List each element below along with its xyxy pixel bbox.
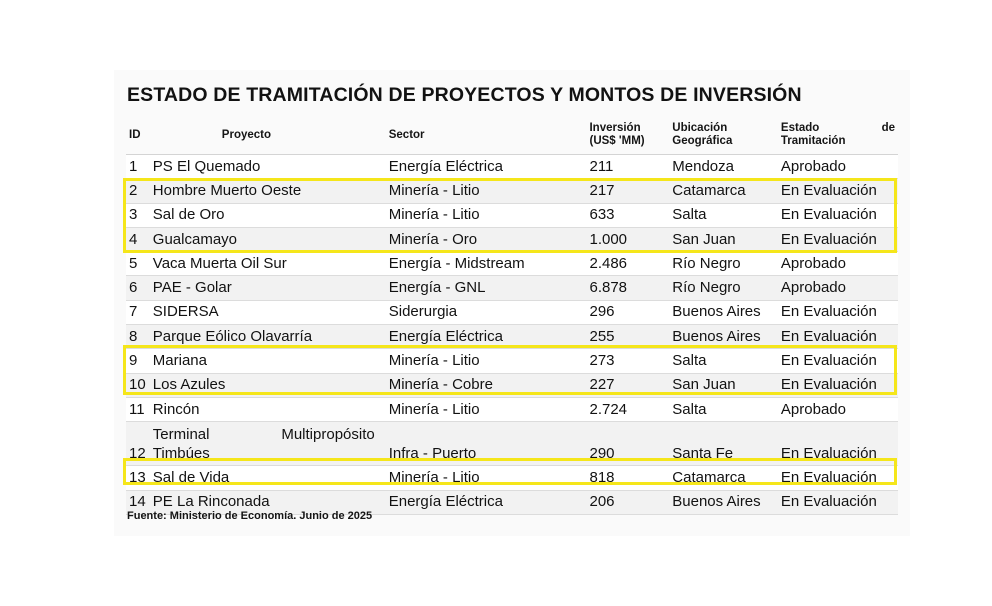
- cell-id: 13: [126, 466, 150, 490]
- cell-inversion: 206: [586, 490, 669, 514]
- cell-id: 14: [126, 490, 150, 514]
- cell-inversion: 6.878: [586, 276, 669, 300]
- cell-inversion: 1.000: [586, 227, 669, 251]
- cell-ubicacion: Buenos Aires: [669, 490, 778, 514]
- cell-proyecto-line1a: Terminal: [152, 426, 210, 444]
- table-row: [126, 373, 898, 397]
- cell-estado: En Evaluación: [778, 203, 898, 227]
- cell-ubicacion: Salta: [669, 397, 778, 421]
- cell-sector: Minería - Litio: [386, 349, 587, 373]
- cell-id: 9: [126, 349, 150, 373]
- cell-id: 8: [126, 325, 150, 349]
- table-row: [126, 422, 898, 466]
- header-ubicacion-line2: Geográfica: [672, 135, 733, 147]
- header-id: ID: [126, 116, 150, 155]
- cell-sector: Energía Eléctrica: [386, 155, 587, 179]
- cell-inversion: 2.486: [586, 252, 669, 276]
- header-ubicacion: [669, 116, 778, 155]
- header-ubicacion-line1: Ubicación: [672, 122, 728, 134]
- table-row: [126, 227, 898, 251]
- cell-id: 4: [126, 227, 150, 251]
- cell-proyecto: Hombre Muerto Oeste: [150, 179, 386, 203]
- cell-sector: Energía Eléctrica: [386, 490, 587, 514]
- cell-sector: Minería - Litio: [386, 466, 587, 490]
- cell-id: 10: [126, 373, 150, 397]
- cell-proyecto: Gualcamayo: [150, 227, 386, 251]
- cell-ubicacion: Salta: [669, 349, 778, 373]
- cell-proyecto-line1b: Multipropósito: [281, 426, 375, 444]
- cell-estado: Aprobado: [778, 155, 898, 179]
- cell-inversion: 255: [586, 325, 669, 349]
- cell-estado: En Evaluación: [778, 325, 898, 349]
- cell-proyecto-line2: Timbúes: [152, 445, 210, 463]
- cell-proyecto: Parque Eólico Olavarría: [150, 325, 386, 349]
- cell-sector: Energía Eléctrica: [386, 325, 587, 349]
- cell-proyecto: [150, 422, 386, 466]
- cell-estado: En Evaluación: [778, 179, 898, 203]
- cell-ubicacion: Santa Fe: [669, 422, 778, 466]
- table-row: [126, 179, 898, 203]
- header-estado-line2: Tramitación: [780, 135, 846, 147]
- table-row: [126, 300, 898, 324]
- cell-estado: En Evaluación: [778, 373, 898, 397]
- cell-proyecto: SIDERSA: [150, 300, 386, 324]
- cell-inversion: 211: [586, 155, 669, 179]
- cell-inversion: 818: [586, 466, 669, 490]
- cell-proyecto: Mariana: [150, 349, 386, 373]
- cell-id: 11: [126, 397, 150, 421]
- cell-ubicacion: Buenos Aires: [669, 300, 778, 324]
- cell-inversion: 296: [586, 300, 669, 324]
- cell-proyecto: Rincón: [150, 397, 386, 421]
- cell-estado: En Evaluación: [778, 490, 898, 514]
- table-row: [126, 203, 898, 227]
- cell-inversion: 290: [586, 422, 669, 466]
- cell-ubicacion: Catamarca: [669, 179, 778, 203]
- cell-sector: Minería - Cobre: [386, 373, 587, 397]
- cell-ubicacion: Río Negro: [669, 276, 778, 300]
- cell-sector: Siderurgia: [386, 300, 587, 324]
- cell-sector: Minería - Litio: [386, 397, 587, 421]
- cell-inversion: 217: [586, 179, 669, 203]
- cell-ubicacion: Salta: [669, 203, 778, 227]
- table-row: [126, 397, 898, 421]
- cell-inversion: 633: [586, 203, 669, 227]
- cell-estado: En Evaluación: [778, 227, 898, 251]
- cell-id: 2: [126, 179, 150, 203]
- table-row: [126, 252, 898, 276]
- cell-sector: Minería - Litio: [386, 203, 587, 227]
- cell-sector: Energía - Midstream: [386, 252, 587, 276]
- table-row: [126, 349, 898, 373]
- header-estado-de: de: [881, 122, 895, 134]
- cell-ubicacion: San Juan: [669, 227, 778, 251]
- cell-inversion: 227: [586, 373, 669, 397]
- cell-id: 6: [126, 276, 150, 300]
- table-row: [126, 155, 898, 179]
- cell-estado: En Evaluación: [778, 300, 898, 324]
- cell-estado: Aprobado: [778, 252, 898, 276]
- cell-id: 1: [126, 155, 150, 179]
- header-estado-line1: Estado: [780, 122, 820, 134]
- header-inversion: [586, 116, 669, 155]
- cell-ubicacion: Mendoza: [669, 155, 778, 179]
- header-row: [126, 116, 898, 155]
- cell-proyecto: PS El Quemado: [150, 155, 386, 179]
- cell-sector: Infra - Puerto: [386, 422, 587, 466]
- cell-sector: Minería - Litio: [386, 179, 587, 203]
- header-inversion-line2: (US$ 'MM): [589, 135, 645, 147]
- cell-id: 3: [126, 203, 150, 227]
- source-note: Fuente: Ministerio de Economía. Junio de 2025: [127, 510, 373, 522]
- cell-ubicacion: Catamarca: [669, 466, 778, 490]
- table-title: ESTADO DE TRAMITACIÓN DE PROYECTOS Y MONTOS DE INVERSIÓN: [127, 84, 802, 106]
- projects-table: [126, 116, 898, 515]
- cell-estado: Aprobado: [778, 397, 898, 421]
- cell-estado: En Evaluación: [778, 422, 898, 466]
- cell-proyecto: Sal de Oro: [150, 203, 386, 227]
- header-sector: Sector: [386, 116, 587, 155]
- cell-estado: Aprobado: [778, 276, 898, 300]
- header-proyecto: Proyecto: [150, 116, 386, 155]
- cell-ubicacion: Río Negro: [669, 252, 778, 276]
- cell-ubicacion: Buenos Aires: [669, 325, 778, 349]
- cell-proyecto: Vaca Muerta Oil Sur: [150, 252, 386, 276]
- table-row: [126, 466, 898, 490]
- cell-estado: En Evaluación: [778, 466, 898, 490]
- header-inversion-line1: Inversión: [589, 122, 641, 134]
- cell-inversion: 273: [586, 349, 669, 373]
- table-row: [126, 276, 898, 300]
- cell-ubicacion: San Juan: [669, 373, 778, 397]
- cell-inversion: 2.724: [586, 397, 669, 421]
- cell-id: 12: [126, 422, 150, 466]
- cell-proyecto: PAE - Golar: [150, 276, 386, 300]
- cell-proyecto: PE La Rinconada: [150, 490, 386, 514]
- cell-id: 5: [126, 252, 150, 276]
- table-row: [126, 325, 898, 349]
- cell-proyecto: Los Azules: [150, 373, 386, 397]
- cell-sector: Energía - GNL: [386, 276, 587, 300]
- cell-proyecto: Sal de Vida: [150, 466, 386, 490]
- header-estado: [778, 116, 898, 155]
- cell-sector: Minería - Oro: [386, 227, 587, 251]
- cell-id: 7: [126, 300, 150, 324]
- cell-estado: En Evaluación: [778, 349, 898, 373]
